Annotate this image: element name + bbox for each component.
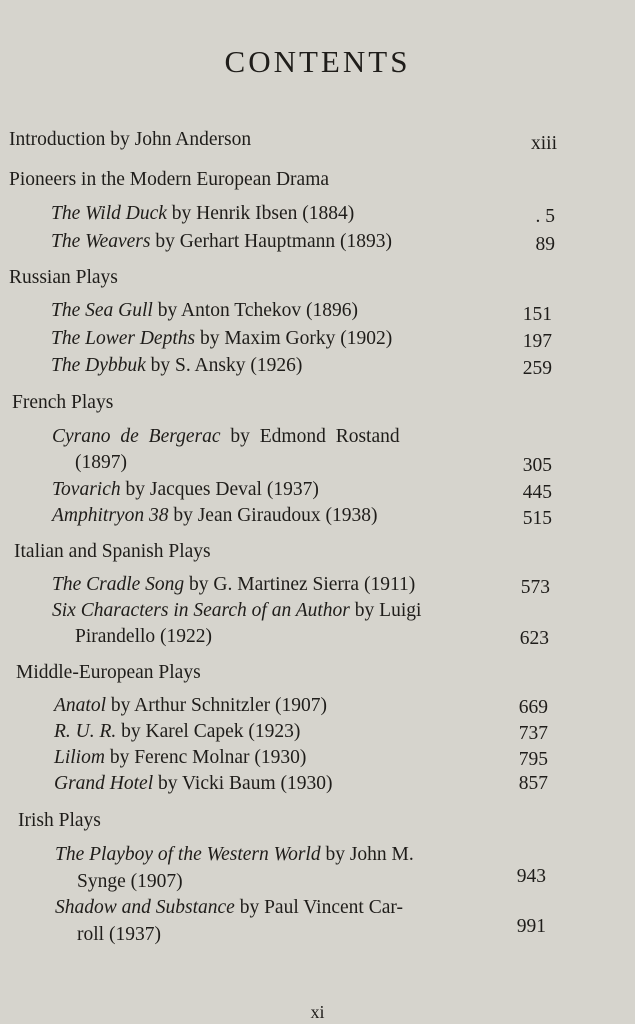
- toc-entry: [55, 843, 414, 867]
- page-number: 943: [516, 866, 546, 887]
- play-author: by S. Ansky (1926): [145, 355, 303, 376]
- play-title: R. U. R.: [54, 721, 117, 742]
- play-title: The Wild Duck: [51, 203, 167, 224]
- play-title: Six Characters in Search of an Author: [52, 600, 350, 621]
- page-number: 197: [522, 331, 552, 352]
- toc-entry: [54, 720, 300, 744]
- toc-entry-continuation: Synge (1907): [77, 871, 183, 892]
- toc-entry: [51, 354, 302, 378]
- toc-entry: [54, 694, 327, 718]
- page-number: 151: [522, 304, 552, 325]
- play-author: by Gerhart Hauptmann (1893): [150, 231, 392, 252]
- section-heading: Italian and Spanish Plays: [14, 541, 211, 562]
- intro-page-number: xiii: [530, 133, 557, 154]
- play-author: by Anton Tchekov (1896): [152, 300, 358, 321]
- play-author: by G. Martinez Sierra (1911): [184, 574, 416, 595]
- toc-entry: [52, 425, 400, 449]
- page-number: 305: [522, 455, 552, 476]
- play-title: The Sea Gull: [51, 300, 153, 321]
- play-author: by John M.: [320, 844, 414, 865]
- toc-entry: [51, 202, 354, 226]
- play-author: by Paul Vincent Car-: [234, 897, 403, 918]
- play-title: The Playboy of the Western World: [55, 844, 321, 865]
- play-title: Grand Hotel: [54, 773, 154, 794]
- toc-entry: [51, 299, 358, 323]
- play-author: by Ferenc Molnar (1930): [104, 747, 307, 768]
- page-number: 259: [522, 358, 552, 379]
- section-heading: Middle-European Plays: [16, 662, 201, 683]
- toc-entry: [54, 746, 306, 770]
- play-title: Liliom: [54, 747, 105, 768]
- toc-entry: [51, 327, 392, 351]
- page-number: 89: [535, 234, 555, 255]
- play-title: The Cradle Song: [52, 574, 185, 595]
- play-title: The Weavers: [51, 231, 151, 252]
- section-heading: French Plays: [12, 392, 114, 413]
- toc-entry-continuation: (1897): [75, 452, 127, 473]
- play-title: The Lower Depths: [51, 328, 196, 349]
- play-author: by Vicki Baum (1930): [153, 773, 333, 794]
- section-heading: Pioneers in the Modern European Drama: [9, 169, 330, 190]
- play-title: The Dybbuk: [51, 355, 146, 376]
- toc-entry: [52, 573, 415, 597]
- play-title: Cyrano de Bergerac: [52, 426, 221, 447]
- toc-entry-continuation: Pirandello (1922): [75, 626, 213, 647]
- intro-text: Introduction by John Anderson: [9, 129, 252, 150]
- page-number: . 5: [535, 206, 555, 227]
- section-heading: Russian Plays: [9, 267, 118, 288]
- play-title: Amphitryon 38: [52, 505, 169, 526]
- play-author: by Jacques Deval (1937): [120, 479, 319, 500]
- page-number: 515: [522, 508, 552, 529]
- toc-entry: [55, 896, 403, 920]
- page-number: 795: [518, 749, 548, 770]
- page-number: 857: [518, 773, 548, 794]
- play-author: by Edmond Rostand: [220, 426, 400, 447]
- section-heading: Irish Plays: [18, 810, 101, 831]
- page-number: 737: [518, 723, 548, 744]
- intro-entry: [9, 128, 251, 152]
- play-author: by Henrik Ibsen (1884): [166, 203, 355, 224]
- page-folio: xi: [310, 1002, 325, 1022]
- play-title: Shadow and Substance: [55, 897, 235, 918]
- page-number: 669: [518, 697, 548, 718]
- page-title: CONTENTS: [224, 44, 411, 79]
- play-author: by Maxim Gorky (1902): [195, 328, 393, 349]
- page-number: 991: [516, 916, 546, 937]
- page-number: 623: [519, 628, 549, 649]
- play-author: by Arthur Schnitzler (1907): [106, 695, 327, 716]
- play-title: Anatol: [54, 695, 106, 716]
- toc-entry-continuation: roll (1937): [77, 924, 161, 945]
- page-number: 573: [520, 577, 550, 598]
- toc-entry: [52, 478, 319, 502]
- toc-entry: [51, 230, 392, 254]
- toc-entry: [54, 772, 333, 796]
- toc-entry: [52, 599, 421, 623]
- play-author: by Jean Giraudoux (1938): [168, 505, 378, 526]
- play-title: Tovarich: [52, 479, 121, 500]
- toc-entry: [52, 504, 378, 528]
- page-number: 445: [522, 482, 552, 503]
- play-author: by Karel Capek (1923): [116, 721, 301, 742]
- play-author: by Luigi: [349, 600, 422, 621]
